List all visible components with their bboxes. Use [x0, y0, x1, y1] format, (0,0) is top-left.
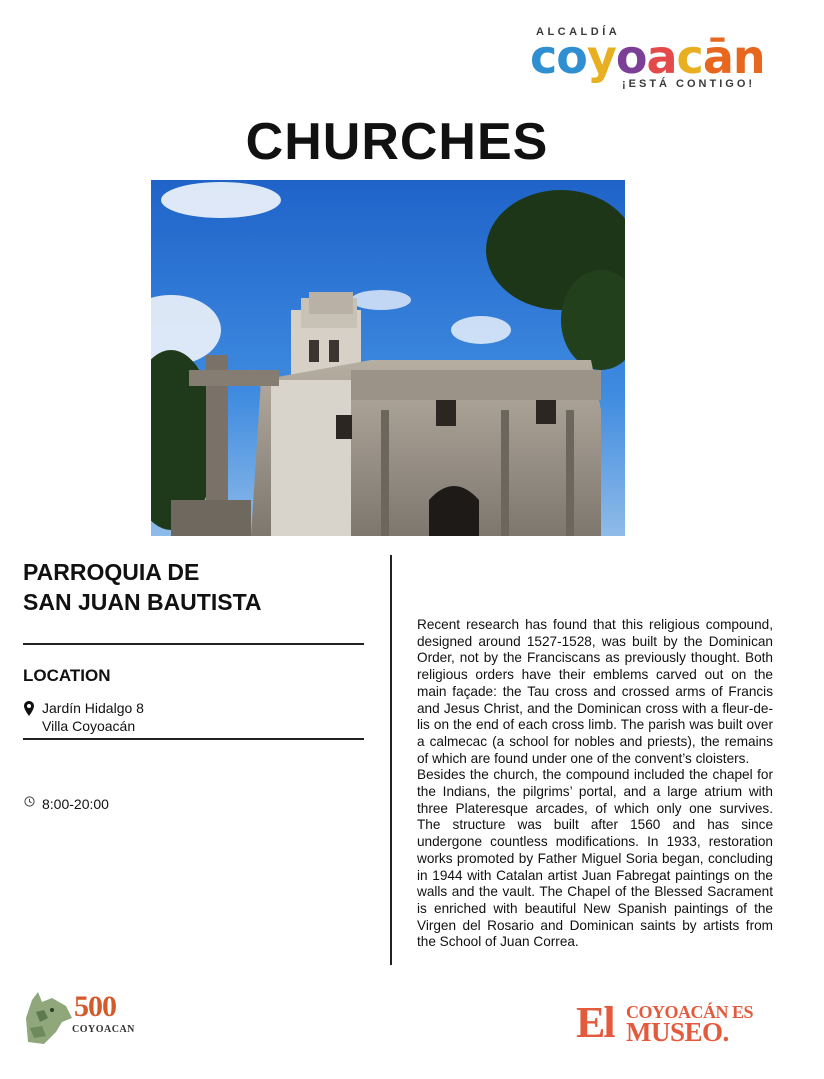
address-line2: Villa Coyoacán — [42, 718, 136, 734]
opening-hours: 8:00-20:00 — [42, 796, 109, 812]
logo-brand-letter: o — [556, 30, 587, 84]
logo-brand-letter: c — [676, 30, 703, 84]
coyote-head-icon — [22, 988, 74, 1046]
address — [42, 699, 144, 735]
church-photo — [151, 180, 625, 536]
divider-bottom — [23, 738, 364, 740]
museo-el: El — [576, 998, 614, 1047]
anniversary-number: 500 — [74, 990, 116, 1023]
logo-brand-letter: c — [530, 30, 557, 84]
logo-brand-letter: a — [646, 30, 677, 84]
description — [417, 617, 773, 951]
clock-icon — [24, 796, 35, 807]
logo-tagline: ¡ESTÁ CONTIGO! — [622, 78, 756, 90]
location-pin-icon — [24, 701, 34, 716]
museo-line1: COYOACÁN ES — [626, 1002, 754, 1022]
anniversary-label: COYOACAN — [72, 1024, 135, 1035]
church-name — [23, 557, 262, 617]
logo-top-text: ALCALDÍA — [536, 26, 621, 38]
logo-brand-letter: n — [732, 30, 765, 84]
column-divider — [390, 555, 392, 965]
coyoacan-logo — [530, 26, 780, 92]
divider-top — [23, 643, 364, 645]
address-line1: Jardín Hidalgo 8 — [42, 700, 144, 716]
logo-brand-letter: o — [615, 30, 647, 84]
anniversary-logo — [22, 988, 142, 1048]
logo-brand-letter: y — [586, 30, 616, 84]
church-name-line1: PARROQUIA DE — [23, 559, 200, 585]
description-paragraph: Besides the church, the compound included the chapel for the Indians, the pilgrims’ portal, and a large atrium with three Plateresque arcades, of which only one survives. The structure was built after 1560 and has since undergone countless modifications. In 1933, restoration works promoted by Father Miguel Soria began, concluding in 1944 with Catalan artist Juan Fabregat paintings on the walls and the vault. The Chapel of the Blessed Sacrament is enriched with beautiful New Spanish paintings of the Virgen del Rosario and Dominican saints by artists from the School of Juan Correa. — [417, 767, 773, 950]
museo-logo — [576, 998, 776, 1048]
description-paragraph: Recent research has found that this religious compound, designed around 1527-1528, was built by the Dominican Order, not by the Franciscans as previously thought. Both religious orders have their emblems carved out on the main façade: the Tau cross and crossed arms of Francis and Jesus Christ, and the Dominican cross with a fleur-de-lis on the end of each cross limb. The parish was built over a calmecac (a school for nobles and priests), the remains of which are found under one of the convent’s cloisters. — [417, 617, 773, 766]
museo-line2: MUSEO. — [626, 1017, 729, 1047]
location-heading: LOCATION — [23, 666, 111, 685]
logo-brand — [530, 32, 765, 82]
logo-brand-letter: ā — [702, 30, 733, 84]
page-title: CHURCHES — [245, 113, 549, 171]
church-name-line2: SAN JUAN BAUTISTA — [23, 589, 262, 615]
